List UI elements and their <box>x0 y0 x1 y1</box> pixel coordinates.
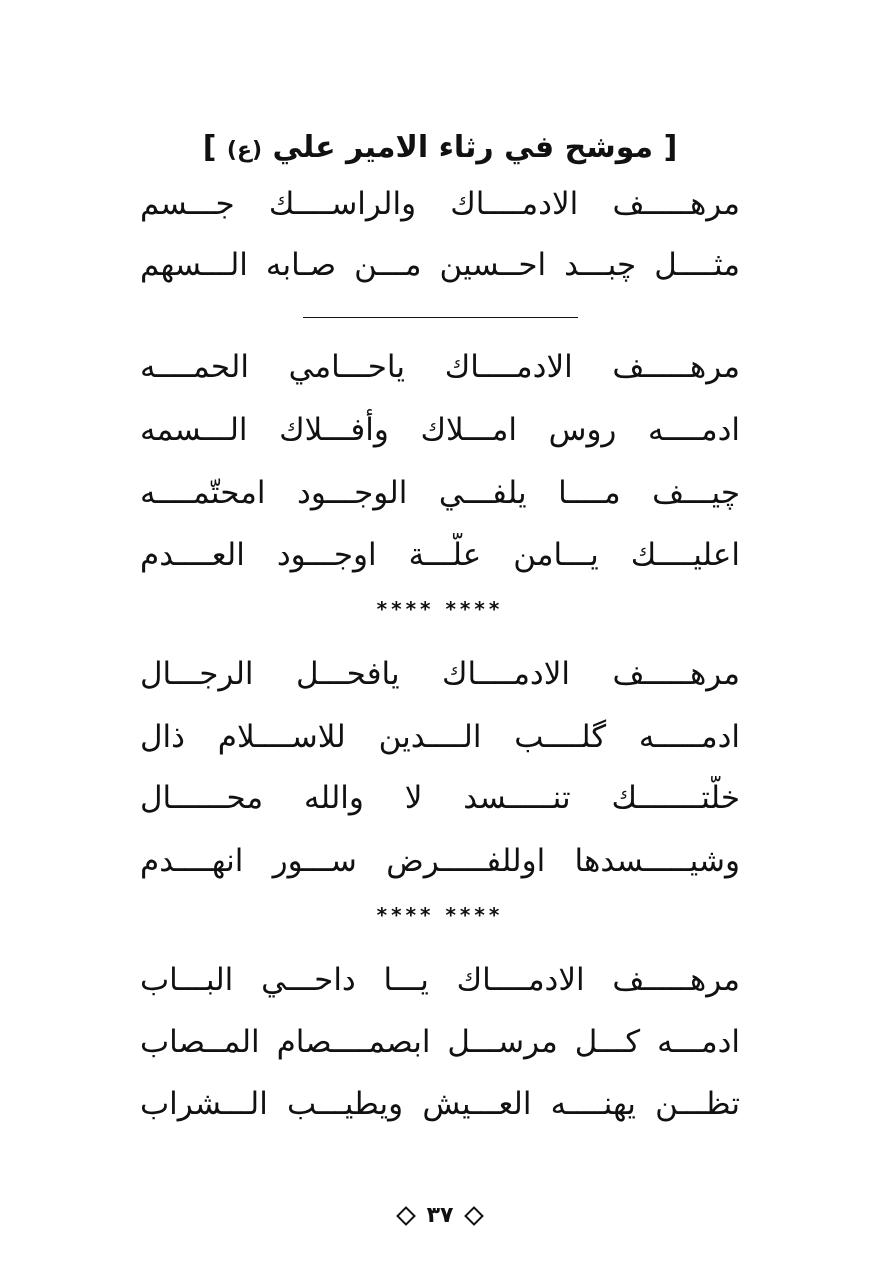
verse-line: وشيـــــسدها اوللفـــــرض ســـور انهــــدم <box>140 843 740 879</box>
verse-line: مرهـــــف الادمــــاك يافحـــل الرجـــال <box>140 656 740 692</box>
title-honorific: (ع) <box>226 138 263 163</box>
verse-line: ادمــــه روس امـــلاك وأفـــلاك الـــسمه <box>140 412 740 448</box>
verse-line: خلّتـــــــك تنـــــسد لا والله محــــــال <box>140 780 740 816</box>
section-divider <box>303 317 578 318</box>
title-bracket-close: ] <box>202 130 217 165</box>
verse-line: ادمـــه كـــل مرســـل ابصمــــصام المــصاب <box>140 1024 740 1060</box>
right-ornament-icon <box>464 1206 484 1226</box>
star-separator: **** **** <box>376 903 504 927</box>
title-bracket-open: [ <box>663 130 678 165</box>
verse-line: اعليــــك يـــامن علّـــة اوجـــود العــــدم <box>140 537 740 573</box>
title-text: موشح في رثاء الامير علي <box>272 130 654 165</box>
star-separator: **** **** <box>376 597 504 621</box>
page-number-value: ٣٧ <box>426 1203 454 1228</box>
poem-title <box>140 128 740 171</box>
verse-line: ادمـــــه گلــــب الــــدين للاســــلام ذال <box>140 719 740 755</box>
verse-line: مرهـــــف الادمــــاك والراســــك جـــسم <box>140 186 740 222</box>
verse-line: مرهـــــف الادمــــاك يـــا داحـــي البـــاب <box>140 962 740 998</box>
verse-line: مرهـــــف الادمــــاك ياحـــامي الحمــــه <box>140 349 740 385</box>
left-ornament-icon <box>396 1206 416 1226</box>
verse-line: تظـــن يهنــــه العـــيش ويطيـــب الـــشراب <box>140 1086 740 1122</box>
verse-line: چيـــف مــــا يلفـــي الوجـــود امحتّمــــه <box>140 475 740 511</box>
verse-line: مثــــل چبـــد احــسين مـــن صـابه الـــسهم <box>140 247 740 283</box>
page-number <box>390 1198 490 1234</box>
